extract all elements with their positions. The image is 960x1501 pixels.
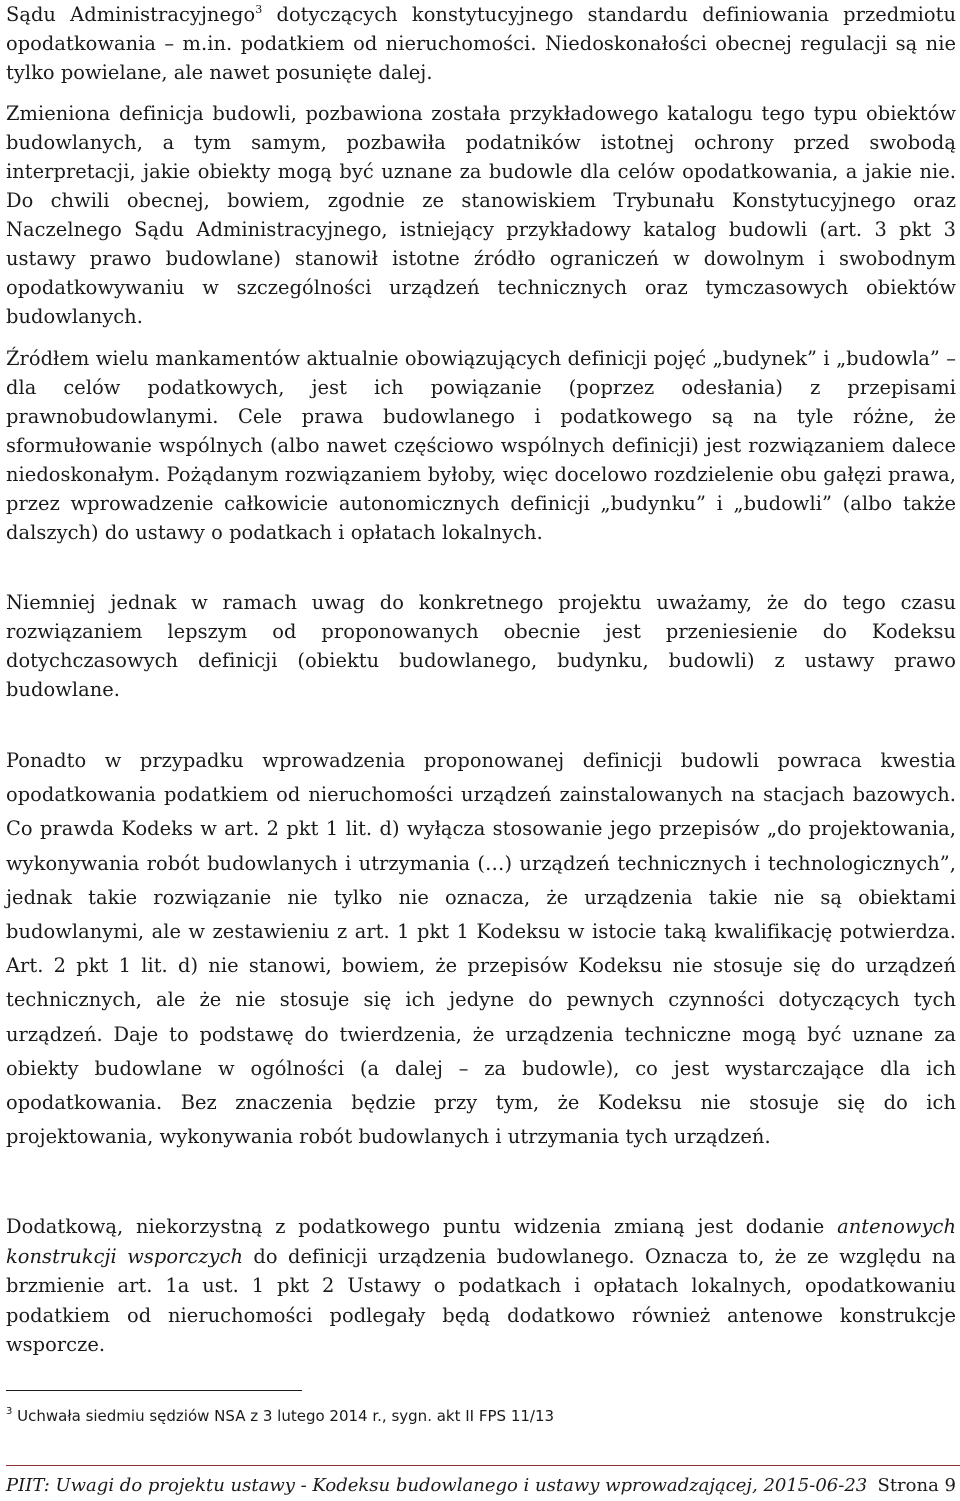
paragraph-proposal: Niemniej jednak w ramach uwag do konkretnego projektu uważamy, że do tego czasu rozwiązaniem lepszym od proponowanych obecnie jest przeniesienie do Kodeksu dotychczasowych definicji (obiektu budowlanego, budynku, budowli) z ustawy prawo budowlane. (6, 591, 956, 701)
paragraph-base-stations: Ponadto w przypadku wprowadzenia proponowanej definicji budowli powraca kwestia opodatkowania podatkiem od nieruchomości urządzeń zainstalowanych na stacjach bazowych. Co prawda Kodeks w art. 2 pkt 1 lit. d) wyłącza stosowanie jego przepisów „do projektowania, wykonywania robót budowlanych i utrzymania (…) urządzeń technicznych i technologicznych”, jednak takie rozwiązanie nie tylko nie oznacza, że urządzenia takie nie są obiektami budowlanymi, ale w zestawieniu z art. 1 pkt 1 Kodeksu w istocie taką kwalifikację potwierdza. Art. 2 pkt 1 lit. d) nie stanowi, bowiem, że przepisów Kodeksu nie stosuje się do urządzeń technicznych, ale że nie stosuje się ich jedyne do pewnych czynności dotyczących tych urządzeń. Daje to podstawę do twierdzenia, że urządzenia techniczne mogą być uznane za obiekty budowlane w ogólności (a dalej – za budowle), co jest wystarczające dla ich opodatkowania. Bez znaczenia będzie przy tym, że Kodeksu nie stosuje się do ich projektowania, wykonywania robót budowlanych i utrzymania tych urządzeń. (6, 749, 956, 1149)
footnote-number: 3 (6, 1406, 13, 1417)
footer-separator (6, 1465, 960, 1466)
paragraph-antenna-structures (6, 1212, 956, 1360)
paragraph-text: do definicji urządzenia budowlanego. Oznacza to, że ze względu na brzmienie art. 1a ust. 1 pkt 2 Ustawy o podatkach i opłatach lokalnych, opodatkowaniu podatkiem od nieruchomości podlegały będą dodatkowo również antenowe konstrukcje wsporcze. (6, 1244, 956, 1357)
page-footer (6, 1474, 956, 1498)
paragraph-defects-source: Źródłem wielu mankamentów aktualnie obowiązujących definicji pojęć „budynek” i „budowla” – dla celów podatkowych, jest ich powiązanie (poprzez odesłania) z przepisami prawnobudowlanymi. Cele prawa budowlanego i podatkowego są na tyle różne, że sformułowanie wspólnych (albo nawet częściowo wspólnych definicji) jest rozwiązaniem dalece niedoskonałym. Pożądanym rozwiązaniem byłoby, więc docelowo rozdzielenie obu gałęzi prawa, przez wprowadzenie całkowicie autonomicznych definicji „budynku” i „budowli” (albo także dalszych) do ustawy o podatkach i opłatach lokalnych. (6, 347, 956, 544)
footnote (6, 1406, 554, 1426)
paragraph-building-definition: Zmieniona definicja budowli, pozbawiona została przykładowego katalogu tego typu obiektów budowlanych, a tym samym, pozbawiła podatników istotnej ochrony przed swobodą interpretacji, jakie obiekty mogą być uznane za budowle dla celów opodatkowania, a jakie nie. Do chwili obecnej, bowiem, zgodnie ze stanowiskiem Trybunału Konstytucyjnego oraz Naczelnego Sądu Administracyjnego, istniejący przykładowy katalog budowli (art. 3 pkt 3 ustawy prawo budowlane) stanowił istotne źródło ograniczeń w dowolnym i swobodnym opodatkowywaniu w szczególności urządzeń technicznych oraz tymczasowych obiektów budowlanych. (6, 102, 956, 328)
italic-term: antenowych konstrukcji wsporczych (6, 1215, 956, 1268)
paragraph-text: dotyczących konstytucyjnego standardu definiowania przedmiotu opodatkowania – m.in. podatkiem od nieruchomości. Niedoskonałości obecnej regulacji są nie tylko powielane, ale nawet posunięte dalej. (6, 3, 957, 84)
paragraph-text: Dodatkową, niekorzystną z podatkowego puntu widzenia zmianą jest dodanie (6, 1215, 838, 1238)
page-number: Strona 9 (877, 1475, 956, 1496)
footnote-separator (6, 1390, 302, 1391)
footnote-reference[interactable]: 3 (255, 3, 263, 16)
paragraph-intro-continuation (6, 0, 956, 87)
footnote-text: Uchwała siedmiu sędziów NSA z 3 lutego 2014 r., sygn. akt II FPS 11/13 (17, 1407, 555, 1425)
footer-title: PIIT: Uwagi do projektu ustawy - Kodeksu budowlanego i ustawy wprowadzającej, 2015-06-23 (6, 1475, 868, 1496)
paragraph-text: Sądu Administracyjnego (6, 3, 256, 26)
